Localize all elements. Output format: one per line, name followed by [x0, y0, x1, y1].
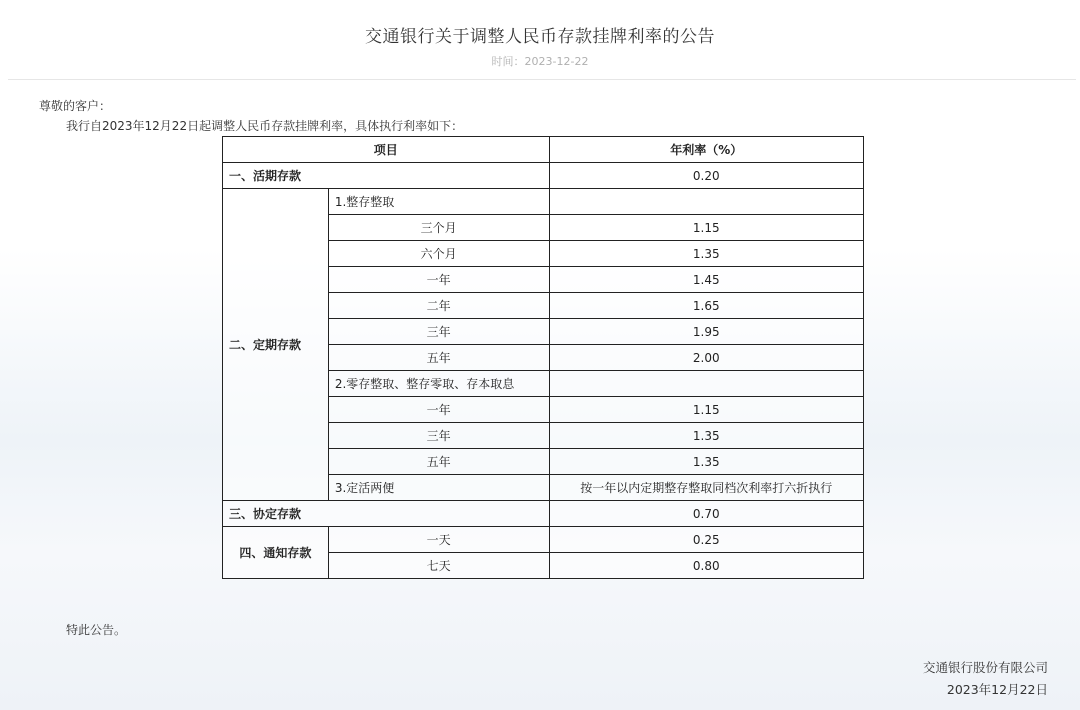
- term-label: 五年: [328, 449, 549, 475]
- signature-company: 交通银行股份有限公司: [922, 660, 1048, 675]
- category-fixed: 二、定期存款: [223, 189, 329, 501]
- rate-value: 1.15: [549, 215, 864, 241]
- closing-text: 特此公告。: [66, 623, 127, 637]
- rate-value: 2.00: [549, 345, 864, 371]
- greeting-text: 尊敬的客户：: [39, 99, 112, 113]
- term-label: 二年: [328, 293, 549, 319]
- header-item: 项目: [223, 137, 550, 163]
- rate-value: 0.70: [549, 501, 864, 527]
- rate-value: 1.35: [549, 449, 864, 475]
- category-notice: 四、通知存款: [223, 527, 329, 579]
- term-label: 一天: [328, 527, 549, 553]
- subcategory-label: 1.整存整取: [328, 189, 549, 215]
- term-label: 六个月: [328, 241, 549, 267]
- term-label: 三年: [328, 319, 549, 345]
- rate-value: 1.95: [549, 319, 864, 345]
- term-label: 五年: [328, 345, 549, 371]
- rate-value: 1.35: [549, 241, 864, 267]
- term-label: 一年: [328, 267, 549, 293]
- rates-table: [222, 136, 864, 579]
- table-row: [223, 501, 864, 527]
- rate-value: 1.15: [549, 397, 864, 423]
- category-agreement: 三、协定存款: [223, 501, 550, 527]
- table-header-row: [223, 137, 864, 163]
- title-divider: [8, 79, 1076, 80]
- term-label: 三年: [328, 423, 549, 449]
- table-row: [223, 189, 864, 215]
- rate-value: 0.80: [549, 553, 864, 579]
- rate-value: 1.35: [549, 423, 864, 449]
- rate-value: 1.65: [549, 293, 864, 319]
- term-label: 三个月: [328, 215, 549, 241]
- term-label: 七天: [328, 553, 549, 579]
- subcategory-label: 2.零存整取、整存零取、存本取息: [328, 371, 549, 397]
- table-row: [223, 163, 864, 189]
- rate-value: 0.20: [549, 163, 864, 189]
- term-label: 一年: [328, 397, 549, 423]
- rate-value: 0.25: [549, 527, 864, 553]
- header-rate: 年利率（%）: [549, 137, 864, 163]
- rate-value: 按一年以内定期整存整取同档次利率打六折执行: [549, 475, 864, 501]
- publish-date: 时间：2023-12-22: [491, 55, 589, 68]
- page-title: 交通银行关于调整人民币存款挂牌利率的公告: [365, 27, 715, 47]
- rate-value: [549, 371, 864, 397]
- category-demand: 一、活期存款: [223, 163, 550, 189]
- subcategory-label: 3.定活两便: [328, 475, 549, 501]
- intro-text: 我行自2023年12月22日起调整人民币存款挂牌利率，具体执行利率如下：: [66, 119, 464, 133]
- table-row: [223, 527, 864, 553]
- rate-value: 1.45: [549, 267, 864, 293]
- rate-value: [549, 189, 864, 215]
- signature-date: 2023年12月22日: [946, 682, 1048, 697]
